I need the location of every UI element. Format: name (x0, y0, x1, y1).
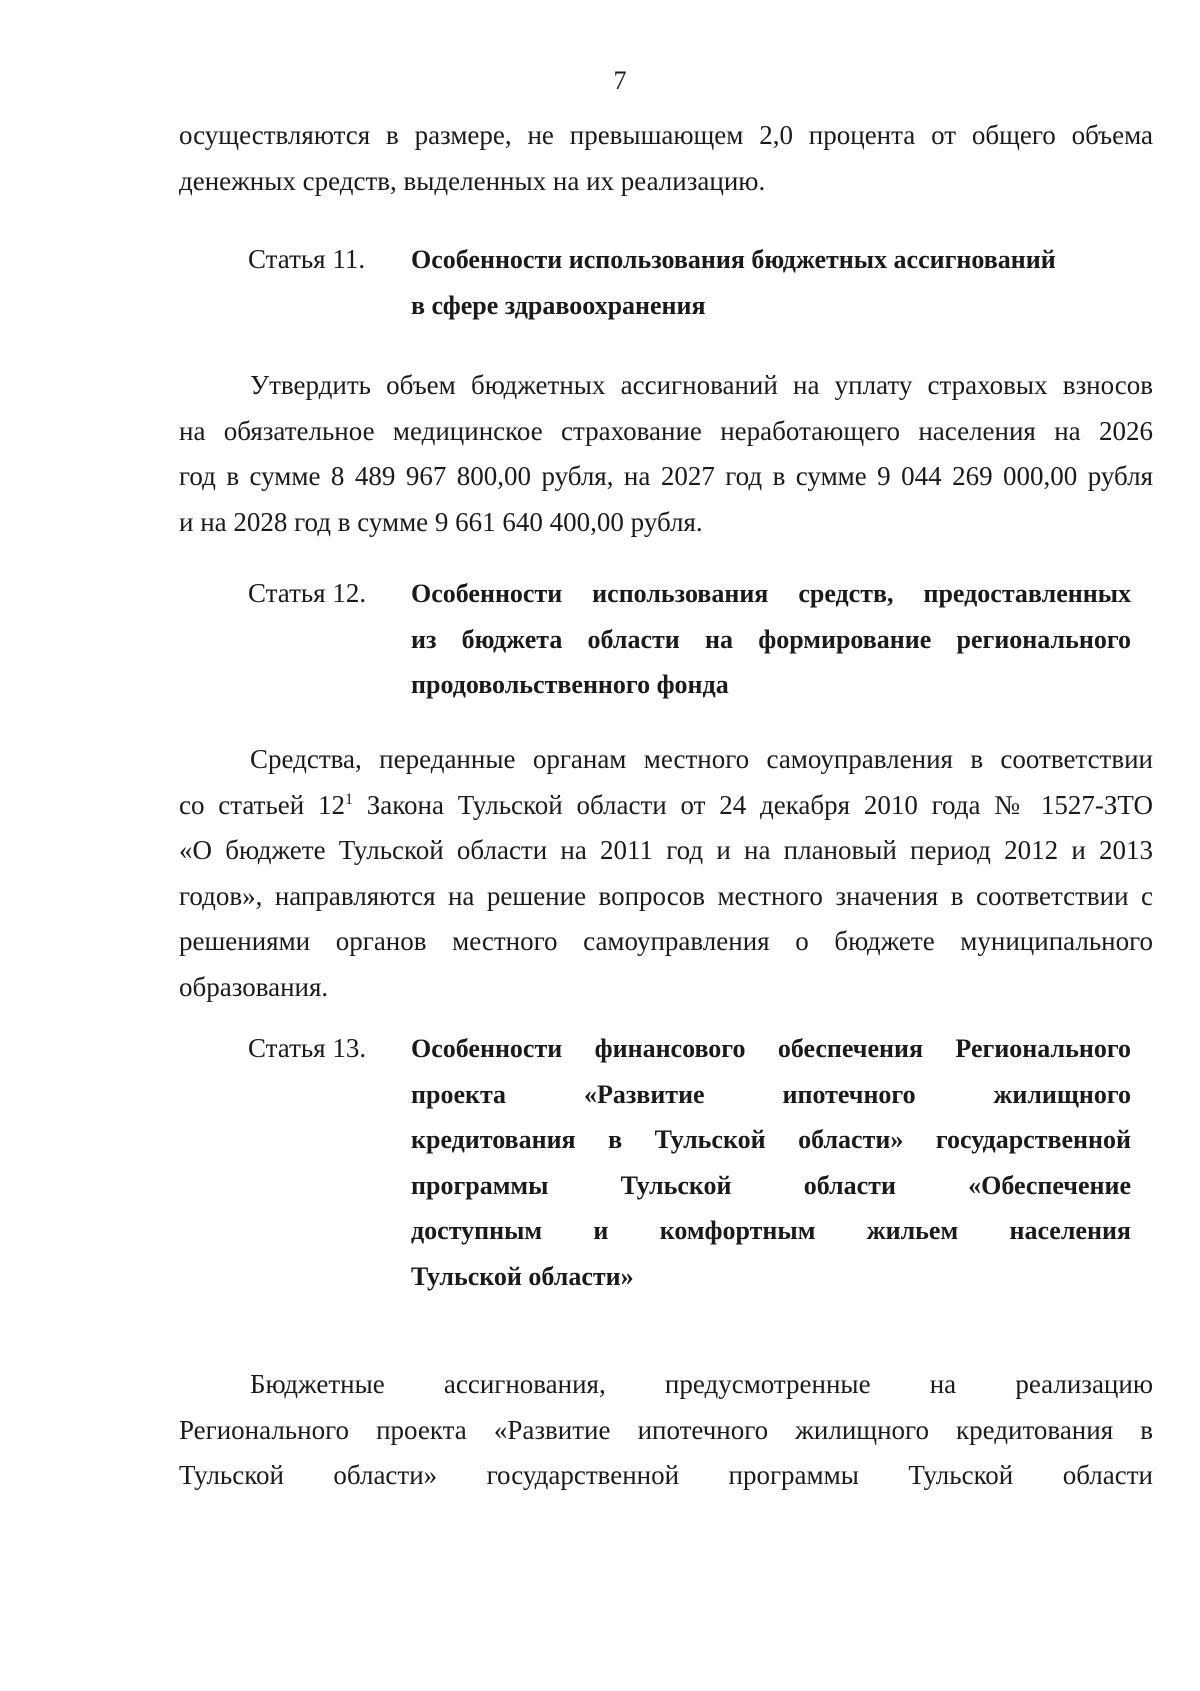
article-13-body (179, 1362, 1153, 1499)
article-12-title-line-1: Особенности использования средств, предоставленных (411, 579, 1131, 608)
article-13-title-line-4: программы Тульской области «Обеспечение (411, 1170, 1131, 1200)
article-11-body-line-4: и на 2028 год в сумме 9 661 640 400,00 рубля. (179, 506, 703, 537)
article-12-title-line-3: продовольственного фонда (411, 670, 729, 699)
article-12-body-line-2: со статьей $12^1$ Закона Тульской области от 24 декабря 2010 года № 1527-ЗТО (179, 789, 1153, 820)
article-12-title-line-2: из бюджета области на формирование регионального (411, 624, 1131, 654)
article-12-body-line-3: «О бюджете Тульской области на 2011 год и на плановый период 2012 и 2013 (179, 835, 1153, 865)
page-number: 7 (613, 66, 627, 95)
article-13-title-line-1: Особенности финансового обеспечения Регионального (411, 1034, 1131, 1063)
article-13-number: Статья 13. (248, 1033, 367, 1063)
article-13-title-line-6: Тульской области» (411, 1261, 634, 1291)
superscript-marker: 1 (345, 790, 353, 808)
article-11-title (411, 237, 1131, 328)
article-11-body-line-2: на обязательное медицинское страхование неработающего населения на 2026 (179, 415, 1153, 446)
article-13-body-line-2: Регионального проекта «Развитие ипотечного жилищного кредитования в (179, 1414, 1153, 1445)
article-13-body-line-3: Тульской области» государственной программы Тульской области (179, 1460, 1153, 1490)
intro-line-2: денежных средств, выделенных на их реализацию. (179, 165, 766, 196)
intro-paragraph (179, 113, 1153, 204)
article-12-body-line-1: Средства, переданные органам местного самоуправления в соответствии (250, 744, 1153, 774)
article-11-body-line-3: год в сумме 8 489 967 800,00 рубля, на 2027 год в сумме 9 044 269 000,00 рубля (179, 461, 1153, 491)
article-12-body-line-6: образования. (179, 971, 329, 1002)
article-13-body-line-1: Бюджетные ассигнования, предусмотренные на реализацию (250, 1369, 1153, 1399)
intro-line-1: осуществляются в размере, не превышающем 2,0 процента от общего объема (179, 120, 1153, 150)
article-11-body (179, 363, 1153, 545)
article-12-body (179, 737, 1153, 1010)
article-11-number: Статья 11. (248, 244, 366, 274)
article-12-body-line-4: годов», направляются на решение вопросов местного значения в соответствии с (179, 880, 1153, 911)
article-13-title-line-3: кредитования в Тульской области» государственной (411, 1125, 1131, 1154)
article-11-title-line-2: в сфере здравоохранения (411, 290, 706, 320)
article-13-title-line-2: проекта «Развитие ипотечного жилищного (411, 1079, 1131, 1109)
article-12-number: Статья 12. (248, 578, 367, 608)
article-13-title (411, 1026, 1131, 1299)
article-12-title (411, 571, 1131, 708)
article-11-title-line-1: Особенности использования бюджетных ассигнований (411, 245, 1056, 274)
article-12-body-line-5: решениями органов местного самоуправления о бюджете муниципального (179, 926, 1153, 956)
article-13-title-line-5: доступным и комфортным жильем населения (411, 1216, 1131, 1245)
article-11-body-line-1: Утвердить объем бюджетных ассигнований на уплату страховых взносов (250, 370, 1153, 400)
